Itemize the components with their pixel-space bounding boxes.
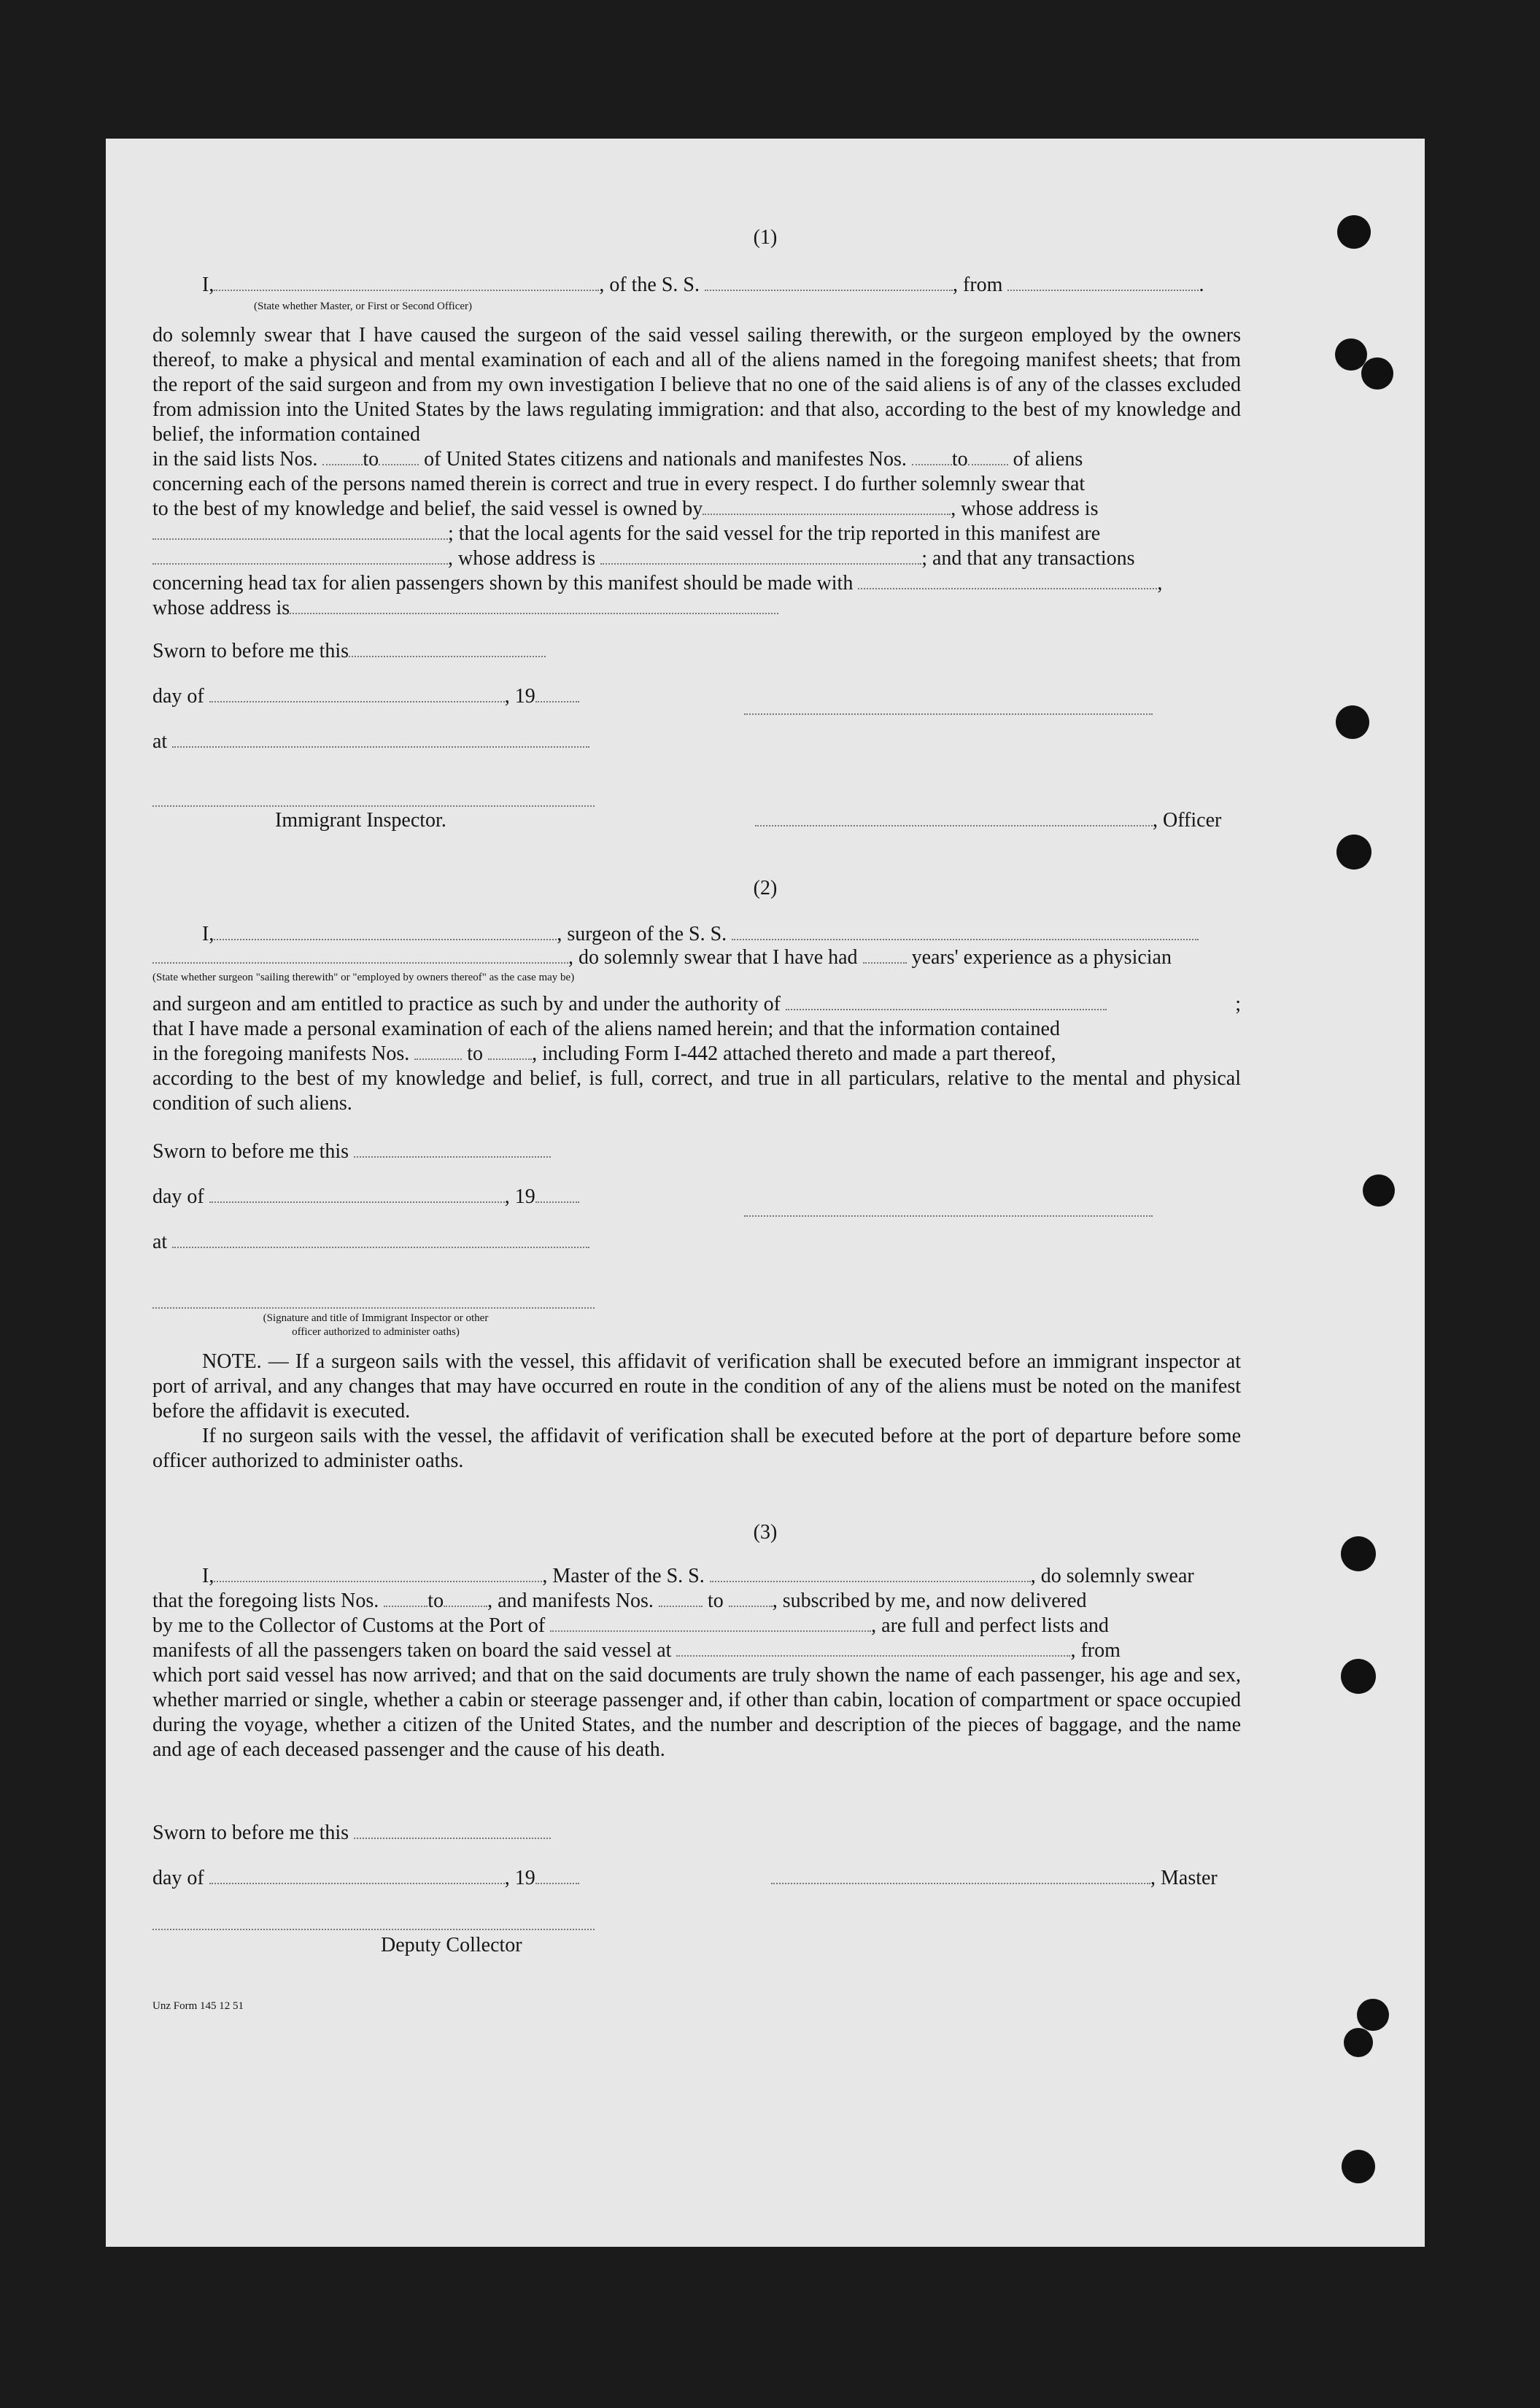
s2-authority-blank[interactable]: [786, 993, 1107, 1010]
s1-whose-2: , whose address is: [448, 547, 596, 570]
s1-officer-line: [755, 808, 1221, 833]
s3-lists: that the foregoing lists Nos.: [152, 1590, 379, 1612]
s3-lists-line: [152, 1589, 1241, 1614]
s3-master-blank[interactable]: [214, 1565, 542, 1582]
s1-day-blank[interactable]: [209, 685, 505, 702]
s3-collector-line: [152, 1614, 1241, 1638]
s2-at-line: [152, 1230, 589, 1255]
s1-head-tax: concerning head tax for alien passengers shown by this manifest should be made with: [152, 572, 854, 595]
s2-body: [152, 992, 1241, 1116]
s1-officer-blank[interactable]: [214, 274, 599, 291]
s1-inspector-label: Immigrant Inspector.: [275, 809, 446, 832]
s2-i: I,: [202, 923, 214, 945]
s2-sig-note: [208, 1312, 543, 1339]
s2-surgeon-blank[interactable]: [214, 923, 557, 940]
s1-officer-sig-blank[interactable]: [755, 809, 1153, 826]
manifest-affidavit-page: [106, 139, 1425, 2247]
s2-day-line: [152, 1185, 579, 1209]
form-id: Unz Form 145 12 51: [152, 2000, 244, 2012]
s1-agent-address-blank[interactable]: [600, 547, 921, 565]
s3-list-from-blank[interactable]: [384, 1590, 427, 1607]
s2-to: to: [467, 1042, 484, 1065]
s1-at-blank[interactable]: [172, 730, 589, 748]
s1-in-lists: in the said lists Nos.: [152, 448, 318, 471]
s1-of-us: of United States citizens and nationals and manifestes Nos.: [424, 448, 907, 471]
s1-head-tax-line: [152, 571, 1241, 596]
s2-notes: [152, 1350, 1241, 1474]
s3-day-line: [152, 1866, 579, 1891]
s1-at: at: [152, 730, 168, 753]
s2-oath-line: [202, 922, 1199, 947]
s2-semicolon: ;: [1235, 993, 1241, 1015]
s3-list-to-blank[interactable]: [444, 1590, 487, 1607]
s1-at-line: [152, 729, 589, 754]
s1-head-tax-address-blank[interactable]: [290, 597, 778, 614]
s1-inspector-sig-line[interactable]: [152, 804, 595, 807]
s2-swear: , do solemnly swear that I have had: [568, 946, 858, 969]
s2-years-line: [152, 945, 1172, 970]
s1-sworn-line: [152, 639, 546, 664]
s2-ship-blank[interactable]: [732, 923, 1199, 940]
s3-collector: by me to the Collector of Customs at the Port of: [152, 1614, 546, 1637]
s3-master-sig-line: [771, 1866, 1218, 1891]
s1-manifest-from-blank[interactable]: [912, 448, 952, 465]
s1-day-line: [152, 684, 579, 709]
s1-para-2: concerning each of the persons named therein is correct and true in every respect. I do further solemnly swear that: [152, 473, 1086, 495]
s1-to-a: to: [363, 448, 379, 471]
s1-agents-line: [152, 522, 1241, 546]
s1-transactions: ; and that any transactions: [921, 547, 1135, 570]
s2-surgeon-of: , surgeon of the S. S.: [557, 923, 727, 945]
s1-body: [152, 323, 1241, 621]
s1-ship-blank[interactable]: [705, 274, 953, 291]
s2-at: at: [152, 1231, 168, 1253]
s1-day-of: day of: [152, 685, 204, 708]
s2-years: years' experience as a physician: [911, 946, 1172, 969]
s1-of-ss: , of the S. S.: [599, 274, 700, 296]
s3-sworn-line: [152, 1821, 551, 1846]
s2-sworn-blank[interactable]: [354, 1140, 551, 1158]
s1-period: .: [1199, 274, 1204, 296]
s3-manifests-all: manifests of all the passengers taken on board the said vessel at: [152, 1639, 672, 1662]
s1-list-to-blank[interactable]: [379, 448, 419, 465]
s1-lists-line: [152, 447, 1241, 472]
s2-role-blank[interactable]: [152, 946, 568, 964]
s1-from-blank[interactable]: [1007, 274, 1199, 291]
s3-port-blank[interactable]: [550, 1614, 871, 1632]
s3-to-a: to: [427, 1590, 444, 1612]
s1-year: , 19: [504, 685, 535, 708]
s2-including: , including Form I-442 attached thereto and made a part thereof,: [532, 1042, 1056, 1065]
s2-no-surgeon-para: If no surgeon sails with the vessel, the affidavit of verification shall be executed before at the port of departure before some officer authorized to administer oaths.: [152, 1425, 1241, 1472]
s3-to-b: to: [707, 1590, 724, 1612]
s1-of-aliens: of aliens: [1013, 448, 1083, 471]
s1-whose-3: whose address is: [152, 597, 290, 619]
s2-para-2: according to the best of my knowledge and belief, is full, correct, and true in all particulars, relative to the mental and physical condition of such aliens.: [152, 1067, 1241, 1115]
s2-day-blank[interactable]: [209, 1185, 505, 1203]
s3-swear: , do solemnly swear: [1030, 1565, 1194, 1587]
s3-oath-line: [202, 1564, 1194, 1589]
s2-manifest-to-blank[interactable]: [488, 1042, 532, 1060]
s2-day-of: day of: [152, 1185, 204, 1208]
s1-to-b: to: [951, 448, 968, 471]
s2-role-note: (State whether surgeon "sailing therewith" or "employed by owners thereof" as the case may be): [152, 972, 575, 983]
s2-authority: and surgeon and am entitled to practice as such by and under the authority of: [152, 993, 781, 1015]
s1-local-agents: ; that the local agents for the said vessel for the trip reported in this manifest are: [448, 522, 1101, 545]
s3-master-of: , Master of the S. S.: [542, 1565, 705, 1587]
s2-year-blank[interactable]: [535, 1185, 579, 1203]
s2-manifests-line: [152, 1042, 1241, 1066]
s3-body: [152, 1589, 1241, 1762]
s3-year-blank[interactable]: [535, 1867, 579, 1884]
s2-year: , 19: [504, 1185, 535, 1208]
s1-officer: , Officer: [1153, 809, 1222, 832]
s1-comma: ,: [1157, 572, 1163, 595]
s1-i: I,: [202, 274, 214, 296]
s1-oath-line: [202, 273, 1204, 298]
s1-head-tax-blank[interactable]: [858, 572, 1157, 589]
s3-sworn: Sworn to before me this: [152, 1822, 349, 1844]
s3-sworn-blank[interactable]: [354, 1822, 551, 1839]
s3-deputy-sig-line[interactable]: [152, 1927, 595, 1930]
s1-sworn-blank[interactable]: [349, 640, 546, 657]
s3-deputy-label: Deputy Collector: [381, 1934, 522, 1956]
s2-manifest-from-blank[interactable]: [414, 1042, 462, 1060]
s1-owned-by: to the best of my knowledge and belief, the said vessel is owned by: [152, 498, 703, 520]
section-1-number: (1): [753, 226, 778, 249]
s3-ship-blank[interactable]: [710, 1565, 1031, 1582]
s3-manifests: , and manifests Nos.: [487, 1590, 654, 1612]
s3-subscribed: , subscribed by me, and now delivered: [772, 1590, 1087, 1612]
s2-at-blank[interactable]: [172, 1231, 589, 1248]
s3-from: , from: [1070, 1639, 1121, 1662]
s1-whose-3-line: [152, 596, 1241, 621]
s1-year-blank[interactable]: [535, 685, 579, 702]
s3-i: I,: [202, 1565, 214, 1587]
s2-para-1: that I have made a personal examination of each of the aliens named herein; and that the information contained: [152, 1018, 1060, 1040]
s3-para-1: which port said vessel has now arrived; and that on the said documents are truly shown the name of each passenger, his age and sex, whether married or single, whether a cabin or steerage passenger and, if other than cabin, location of compartment or space occupied during the voyage, whether a citizen of the United States, and the number and description of the pieces of baggage, and the name and age of each deceased passenger and the cause of his death.: [152, 1664, 1241, 1761]
s1-whose-1: , whose address is: [951, 498, 1099, 520]
s1-para-1: do solemnly swear that I have caused the surgeon of the said vessel sailing therewith, or the surgeon employed by the owners thereof, to make a physical and mental examination of each and all of the aliens named in the foregoing manifest sheets; that from the report of the said surgeon and from my own investigation I believe that no one of the said aliens is of any of the classes excluded from admission into the United States by the laws regulating immigration: and that also, according to the best of my knowledge and belief, the information contained: [152, 324, 1241, 446]
section-2-number: (2): [753, 877, 778, 899]
s1-agent-address-line: [152, 546, 1241, 571]
s1-list-from-blank[interactable]: [322, 448, 363, 465]
s2-in-manifests: in the foregoing manifests Nos.: [152, 1042, 410, 1065]
s1-signature-line[interactable]: [744, 712, 1153, 715]
s3-master-sig-blank[interactable]: [771, 1867, 1150, 1884]
s1-owner-address-blank[interactable]: [152, 522, 448, 540]
s1-officer-note: (State whether Master, or First or Second Officer): [254, 301, 473, 312]
s2-inspector-sig-line[interactable]: [152, 1306, 595, 1309]
s2-sig-note-2: officer authorized to administer oaths): [292, 1326, 460, 1338]
s2-sworn: Sworn to before me this: [152, 1140, 349, 1163]
section-3-number: (3): [753, 1521, 778, 1544]
s2-authority-line: [152, 992, 1241, 1017]
s2-sig-note-1: (Signature and title of Immigrant Inspector or other: [263, 1312, 489, 1324]
s1-owned-line: [152, 497, 1241, 522]
s3-full: , are full and perfect lists and: [871, 1614, 1109, 1637]
s3-year: , 19: [504, 1867, 535, 1889]
s1-manifest-to-blank[interactable]: [968, 448, 1008, 465]
s3-day-blank[interactable]: [209, 1867, 505, 1884]
s2-note-para: NOTE. — If a surgeon sails with the vessel, this affidavit of verification shall be executed before an immigrant inspector at port of arrival, and any changes that may have occurred en route in the condition of any of the aliens must be noted on the manifest before the affidavit is executed.: [152, 1350, 1241, 1422]
s3-departure-blank[interactable]: [676, 1639, 1070, 1657]
s2-years-blank[interactable]: [863, 946, 907, 964]
s3-master: , Master: [1150, 1867, 1218, 1889]
s3-manifest-from-blank[interactable]: [659, 1590, 703, 1607]
s3-manifest-to-blank[interactable]: [729, 1590, 773, 1607]
s1-agents-blank[interactable]: [152, 547, 448, 565]
s3-taken-line: [152, 1638, 1241, 1663]
s2-signature-line[interactable]: [744, 1214, 1153, 1217]
s1-owner-blank[interactable]: [703, 498, 951, 515]
s3-day-of: day of: [152, 1867, 204, 1889]
s2-sworn-line: [152, 1139, 551, 1164]
s1-sworn: Sworn to before me this: [152, 640, 349, 662]
s1-from: , from: [953, 274, 1003, 296]
